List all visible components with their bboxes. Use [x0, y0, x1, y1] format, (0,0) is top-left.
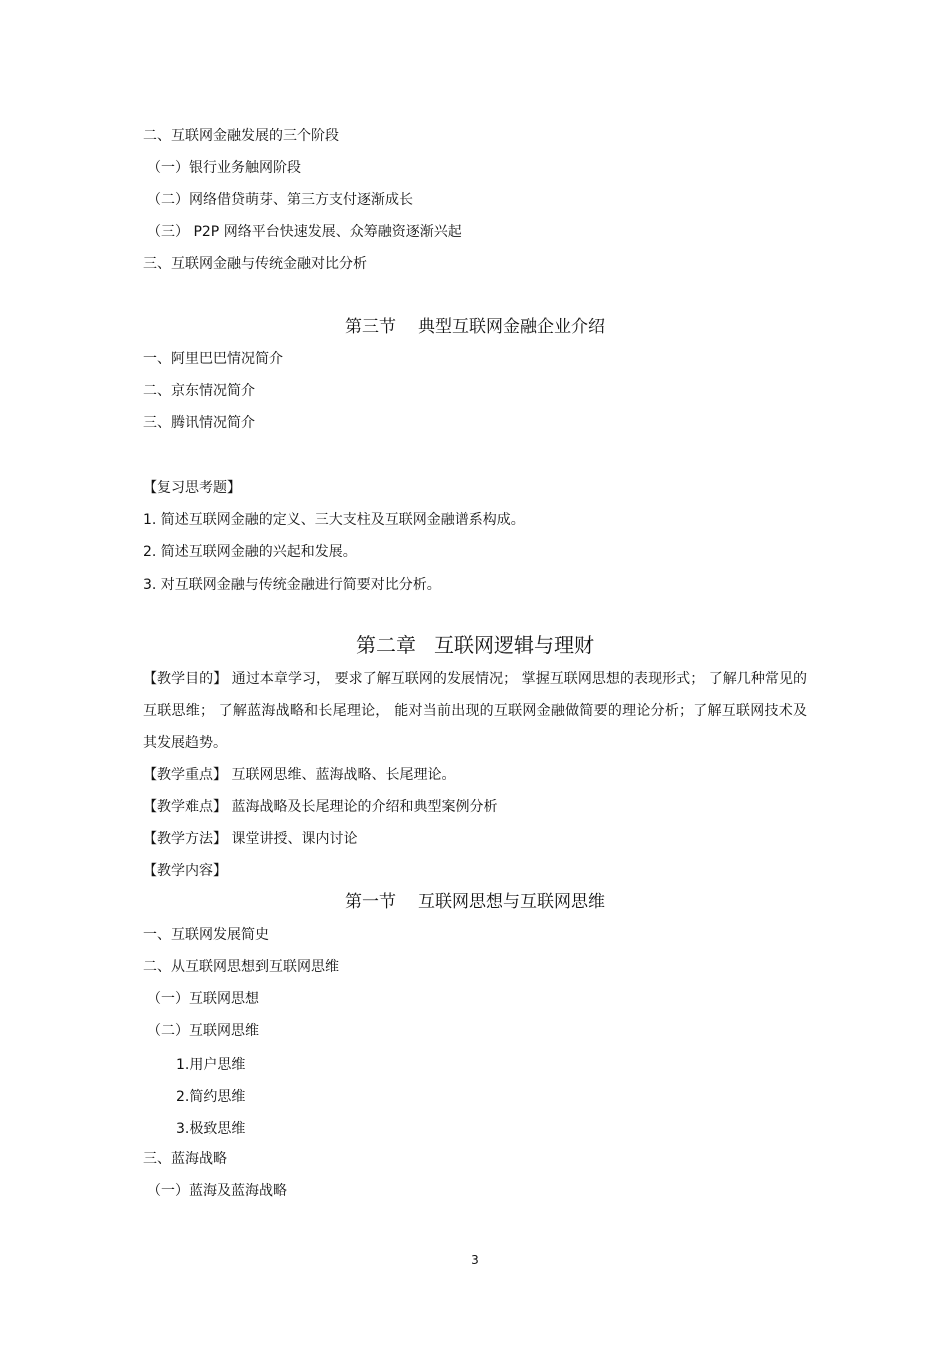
heading-stages: 二、互联网金融发展的三个阶段 — [143, 128, 339, 144]
section-number: 第三节 — [345, 317, 396, 337]
teaching-difficulties: 【教学难点】 蓝海战略及长尾理论的介绍和典型案例分析 — [143, 799, 498, 815]
teaching-key-points: 【教学重点】 互联网思维、蓝海战略、长尾理论。 — [143, 767, 456, 783]
list-item: （三） P2P 网络平台快速发展、众筹融资逐渐兴起 — [147, 224, 462, 240]
page-number: 3 — [471, 1253, 479, 1267]
section-title — [0, 316, 950, 338]
list-item: 一、互联网发展简史 — [143, 927, 269, 943]
review-question: 2. 简述互联网金融的兴起和发展。 — [143, 544, 357, 560]
list-item: （二）网络借贷萌芽、第三方支付逐渐成长 — [147, 192, 413, 208]
section-heading: 典型互联网金融企业介绍 — [418, 317, 605, 337]
list-item: 二、从互联网思想到互联网思维 — [143, 959, 339, 975]
list-item: 三、蓝海战略 — [143, 1151, 227, 1167]
teaching-purpose: 【教学目的】 通过本章学习， 要求了解互联网的发展情况； 掌握互联网思想的表现形式； 了解几种常见的互联思维； 了解蓝海战略和长尾理论， 能对当前出现的互联网金融做简要的理论分析；了解互联网技术及其发展趋势。 — [143, 671, 807, 751]
teaching-method: 【教学方法】 课堂讲授、课内讨论 — [143, 831, 358, 847]
review-question: 1. 简述互联网金融的定义、三大支柱及互联网金融谱系构成。 — [143, 512, 525, 528]
list-item: （一）蓝海及蓝海战略 — [147, 1183, 287, 1199]
list-item: 一、阿里巴巴情况简介 — [143, 351, 283, 367]
chapter-heading: 互联网逻辑与理财 — [434, 633, 594, 657]
review-question: 3. 对互联网金融与传统金融进行简要对比分析。 — [143, 577, 441, 593]
section-number: 第一节 — [345, 892, 396, 912]
chapter-number: 第二章 — [356, 633, 416, 657]
list-item: （一）互联网思想 — [147, 991, 259, 1007]
list-subitem: 1.用户思维 — [176, 1057, 246, 1073]
list-item: 二、京东情况简介 — [143, 383, 255, 399]
list-subitem: 3.极致思维 — [176, 1121, 246, 1137]
list-item: （一）银行业务触网阶段 — [147, 160, 301, 176]
section-heading: 互联网思想与互联网思维 — [418, 892, 605, 912]
teaching-content: 【教学内容】 — [143, 863, 227, 879]
list-item: （二）互联网思维 — [147, 1023, 259, 1039]
chapter-title — [0, 632, 950, 658]
heading-comparison: 三、互联网金融与传统金融对比分析 — [143, 256, 367, 272]
review-heading: 【复习思考题】 — [143, 480, 241, 496]
list-item: 三、腾讯情况简介 — [143, 415, 255, 431]
list-subitem: 2.简约思维 — [176, 1089, 246, 1105]
section-title — [0, 891, 950, 913]
